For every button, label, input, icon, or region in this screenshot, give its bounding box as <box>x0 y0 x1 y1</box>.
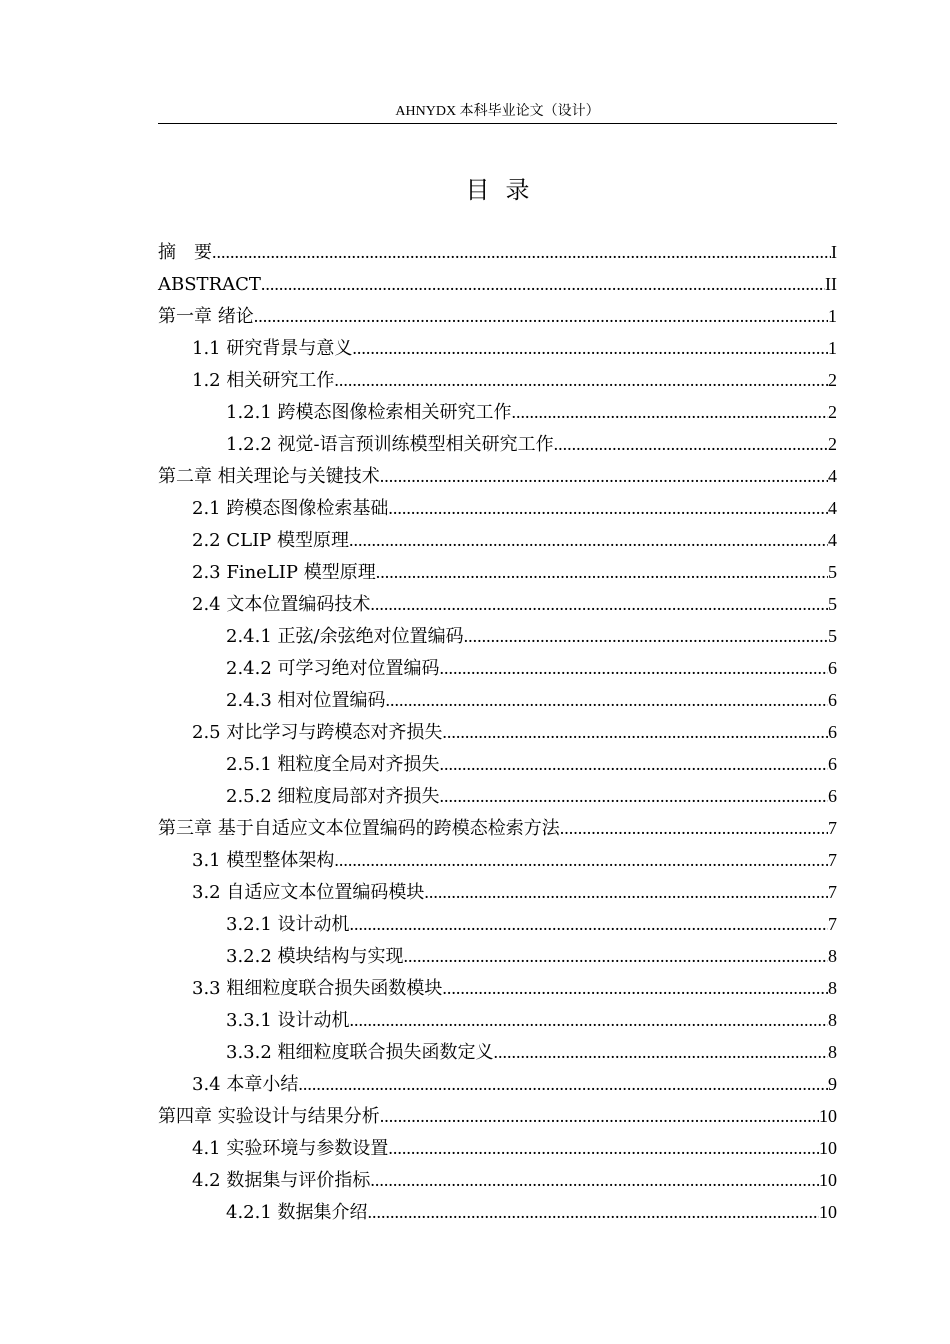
toc-entry-page: 2 <box>828 370 837 390</box>
toc-leader-dots <box>440 780 828 812</box>
toc-entry-label: 2.3 FineLIP 模型原理 <box>192 562 376 583</box>
toc-entry-page: 1 <box>828 306 837 326</box>
toc-entry-page: 2 <box>828 402 837 422</box>
toc-entry-label: 2.4.3 相对位置编码 <box>226 690 386 711</box>
toc-entry-label: 2.1 跨模态图像检索基础 <box>192 498 389 519</box>
toc-entry-page: 4 <box>828 498 837 518</box>
toc-leader-dots <box>254 300 828 332</box>
toc-entry-3-2-1[interactable] <box>158 908 837 940</box>
toc-leader-dots <box>560 812 828 844</box>
toc-entry-3-2[interactable] <box>158 876 837 908</box>
toc-entry-2-5[interactable] <box>158 716 837 748</box>
toc-entry-page: 10 <box>819 1170 837 1190</box>
toc-entry-3-3-1[interactable] <box>158 1004 837 1036</box>
header-rule <box>158 123 837 124</box>
toc-leader-dots <box>380 460 828 492</box>
toc-leader-dots <box>370 588 828 620</box>
page-header: AHNYDX 本科毕业论文（设计） <box>395 104 600 119</box>
toc-entry-page: 7 <box>828 850 837 870</box>
toc-entry-3-1[interactable] <box>158 844 837 876</box>
toc-entry-label: 第四章 实验设计与结果分析 <box>158 1106 380 1127</box>
toc-entry-label: 2.4.2 可学习绝对位置编码 <box>226 658 440 679</box>
toc-leader-dots <box>350 908 828 940</box>
toc-entry-1-2-2[interactable] <box>158 428 837 460</box>
toc-entry-page: 2 <box>828 434 837 454</box>
toc-leader-dots <box>464 620 828 652</box>
toc-entry-label: 2.4.1 正弦/余弦绝对位置编码 <box>226 626 464 647</box>
toc-entry-3-3-2[interactable] <box>158 1036 837 1068</box>
toc-entry-label: 2.5.2 细粒度局部对齐损失 <box>226 786 440 807</box>
toc-entry-label: 2.5 对比学习与跨模态对齐损失 <box>192 722 443 743</box>
toc-leader-dots <box>388 492 828 524</box>
toc-entry-chapter-1[interactable] <box>158 300 837 332</box>
toc-leader-dots <box>334 844 828 876</box>
toc-entry-label: 1.2 相关研究工作 <box>192 370 335 391</box>
toc-entry-label: 3.3.2 粗细粒度联合损失函数定义 <box>226 1042 494 1063</box>
toc-entry-2-4[interactable] <box>158 588 837 620</box>
toc-entry-label: 4.1 实验环境与参数设置 <box>192 1138 389 1159</box>
toc-entry-page: 6 <box>828 658 837 678</box>
toc-leader-dots <box>442 716 828 748</box>
toc-leader-dots <box>368 1196 819 1228</box>
toc-entry-2-4-3[interactable] <box>158 684 837 716</box>
toc-entry-2-5-2[interactable] <box>158 780 837 812</box>
toc-leader-dots <box>352 332 828 364</box>
toc-entry-page: 1 <box>828 338 837 358</box>
toc-entry-page: 8 <box>828 946 837 966</box>
toc-leader-dots <box>261 268 825 300</box>
toc-entry-label: 3.2 自适应文本位置编码模块 <box>192 882 425 903</box>
toc-entry-page: 8 <box>828 1042 837 1062</box>
toc-entry-page: 6 <box>828 690 837 710</box>
toc-entry-page: 10 <box>819 1202 837 1222</box>
toc-entry-abstract-en[interactable] <box>158 268 837 300</box>
toc-entry-page: 4 <box>828 530 837 550</box>
toc-entry-page: 4 <box>828 466 837 486</box>
toc-entry-2-4-2[interactable] <box>158 652 837 684</box>
toc-entry-page: I <box>831 242 837 262</box>
toc-entry-2-4-1[interactable] <box>158 620 837 652</box>
toc-entry-3-2-2[interactable] <box>158 940 837 972</box>
toc-entry-3-4[interactable] <box>158 1068 837 1100</box>
toc-leader-dots <box>380 1100 819 1132</box>
toc-entry-1-1[interactable] <box>158 332 837 364</box>
toc-entry-1-2-1[interactable] <box>158 396 837 428</box>
toc-leader-dots <box>440 748 828 780</box>
toc-entry-label: 第三章 基于自适应文本位置编码的跨模态检索方法 <box>158 818 560 839</box>
toc-entry-label: 3.1 模型整体架构 <box>192 850 335 871</box>
toc-entry-page: 10 <box>819 1106 837 1126</box>
toc-entry-page: 5 <box>828 594 837 614</box>
toc-entry-page: 7 <box>828 818 837 838</box>
toc-entry-label: 3.2.2 模块结构与实现 <box>226 946 404 967</box>
toc-leader-dots <box>388 1132 819 1164</box>
toc-entry-2-1[interactable] <box>158 492 837 524</box>
toc-leader-dots <box>376 556 828 588</box>
toc-entry-label: 4.2.1 数据集介绍 <box>226 1202 368 1223</box>
toc-leader-dots <box>512 396 828 428</box>
toc-entry-page: 9 <box>828 1074 837 1094</box>
toc-entry-2-2[interactable] <box>158 524 837 556</box>
toc-leader-dots <box>442 972 828 1004</box>
toc-entry-page: 6 <box>828 754 837 774</box>
table-of-contents <box>158 236 837 1228</box>
toc-entry-label: 1.1 研究背景与意义 <box>192 338 353 359</box>
toc-entry-1-2[interactable] <box>158 364 837 396</box>
toc-leader-dots <box>424 876 828 908</box>
toc-entry-chapter-2[interactable] <box>158 460 837 492</box>
toc-entry-label: 摘 要 <box>158 242 212 263</box>
toc-entry-page: 8 <box>828 1010 837 1030</box>
toc-entry-page: II <box>825 274 837 294</box>
toc-entry-label: ABSTRACT <box>158 274 261 295</box>
toc-leader-dots <box>440 652 828 684</box>
toc-entry-chapter-3[interactable] <box>158 812 837 844</box>
toc-entry-page: 8 <box>828 978 837 998</box>
toc-entry-3-3[interactable] <box>158 972 837 1004</box>
toc-leader-dots <box>404 940 828 972</box>
toc-leader-dots <box>349 524 828 556</box>
toc-leader-dots <box>370 1164 819 1196</box>
toc-entry-4-2-1[interactable] <box>158 1196 837 1228</box>
toc-title: 目录 <box>465 176 546 204</box>
toc-entry-label: 2.4 文本位置编码技术 <box>192 594 371 615</box>
toc-entry-label: 1.2.2 视觉-语言预训练模型相关研究工作 <box>226 434 554 455</box>
toc-entry-page: 5 <box>828 562 837 582</box>
toc-leader-dots <box>554 428 828 460</box>
toc-leader-dots <box>494 1036 828 1068</box>
toc-entry-abstract-cn[interactable] <box>158 236 837 268</box>
toc-entry-label: 3.4 本章小结 <box>192 1074 299 1095</box>
toc-entry-label: 4.2 数据集与评价指标 <box>192 1170 371 1191</box>
toc-entry-page: 7 <box>828 914 837 934</box>
toc-entry-label: 第二章 相关理论与关键技术 <box>158 466 380 487</box>
toc-entry-label: 3.3.1 设计动机 <box>226 1010 350 1031</box>
toc-leader-dots <box>212 236 831 268</box>
toc-entry-label: 2.2 CLIP 模型原理 <box>192 530 350 551</box>
toc-entry-label: 第一章 绪论 <box>158 306 254 327</box>
toc-entry-label: 3.2.1 设计动机 <box>226 914 350 935</box>
toc-entry-page: 5 <box>828 626 837 646</box>
toc-entry-2-3[interactable] <box>158 556 837 588</box>
toc-entry-page: 6 <box>828 786 837 806</box>
toc-entry-label: 3.3 粗细粒度联合损失函数模块 <box>192 978 443 999</box>
toc-entry-2-5-1[interactable] <box>158 748 837 780</box>
toc-entry-4-1[interactable] <box>158 1132 837 1164</box>
toc-leader-dots <box>350 1004 828 1036</box>
toc-entry-4-2[interactable] <box>158 1164 837 1196</box>
toc-entry-page: 7 <box>828 882 837 902</box>
toc-entry-label: 1.2.1 跨模态图像检索相关研究工作 <box>226 402 512 423</box>
toc-leader-dots <box>386 684 828 716</box>
toc-entry-page: 6 <box>828 722 837 742</box>
toc-leader-dots <box>298 1068 828 1100</box>
toc-entry-label: 2.5.1 粗粒度全局对齐损失 <box>226 754 440 775</box>
toc-entry-page: 10 <box>819 1138 837 1158</box>
toc-leader-dots <box>334 364 828 396</box>
toc-entry-chapter-4[interactable] <box>158 1100 837 1132</box>
